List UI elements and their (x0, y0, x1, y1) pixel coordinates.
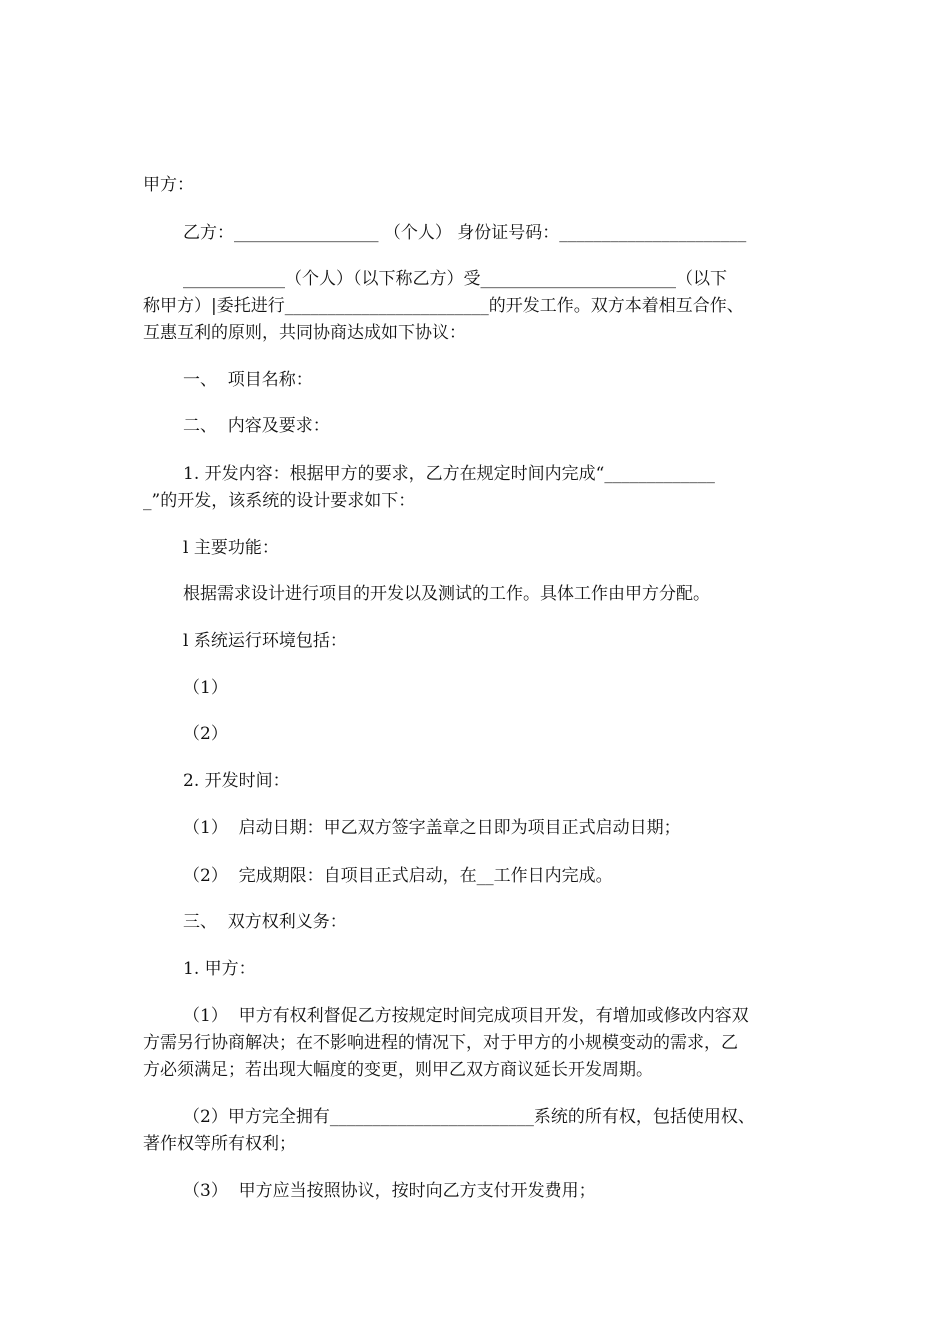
deadline-line: （2） 完成期限：自项目正式启动，在__工作日内完成。 (183, 866, 613, 886)
section-1-heading: 一、 项目名称： (183, 370, 313, 390)
party-a-clause-3: （3） 甲方应当按照协议，按时向乙方支付开发费用； (183, 1181, 596, 1201)
main-functions-text: 根据需求设计进行项目的开发以及测试的工作。具体工作由甲方分配。 (183, 584, 710, 604)
party-a-clause-1-line-2: 方需另行协商解决；在不影响进程的情况下，对于甲方的小规模变动的需求，乙 (143, 1033, 738, 1053)
dev-content-line-2: _”的开发，该系统的设计要求如下： (143, 491, 416, 511)
main-functions-heading: l 主要功能： (183, 538, 279, 558)
environment-item-1: （1） (183, 678, 228, 698)
party-a-clause-2-line-2: 著作权等所有权利； (143, 1134, 296, 1154)
environment-heading: l 系统运行环境包括： (183, 631, 347, 651)
start-date-line: （1） 启动日期：甲乙双方签字盖章之日即为项目正式启动日期； (183, 818, 681, 838)
intro-line-1: ____________（个人）（以下称乙方）受_______________________（以下 (183, 269, 727, 289)
party-a-clause-1-line-1: （1） 甲方有权利督促乙方按规定时间完成项目开发，有增加或修改内容双 (183, 1006, 749, 1026)
party-b-line: 乙方：_________________ （个人） 身份证号码：______________________ (183, 223, 747, 243)
party-a-clause-2-line-1: （2）甲方完全拥有________________________系统的所有权，包括使用权、 (183, 1107, 755, 1127)
dev-content-line-1: 1. 开发内容：根据甲方的要求，乙方在规定时间内完成“_____________ (183, 464, 715, 484)
intro-line-2: 称甲方）|委托进行________________________的开发工作。双方本着相互合作、 (143, 296, 744, 316)
section-2-heading: 二、 内容及要求： (183, 416, 330, 436)
party-a-label: 甲方： (143, 175, 194, 195)
party-a-clause-1-line-3: 方必须满足；若出现大幅度的变更，则甲乙双方商议延长开发周期。 (143, 1060, 653, 1080)
environment-item-2: （2） (183, 724, 228, 744)
party-a-rights-heading: 1. 甲方： (183, 959, 256, 979)
section-3-heading: 三、 双方权利义务： (183, 912, 347, 932)
intro-line-3: 互惠互利的原则，共同协商达成如下协议： (143, 323, 466, 343)
dev-time-heading: 2. 开发时间： (183, 771, 290, 791)
